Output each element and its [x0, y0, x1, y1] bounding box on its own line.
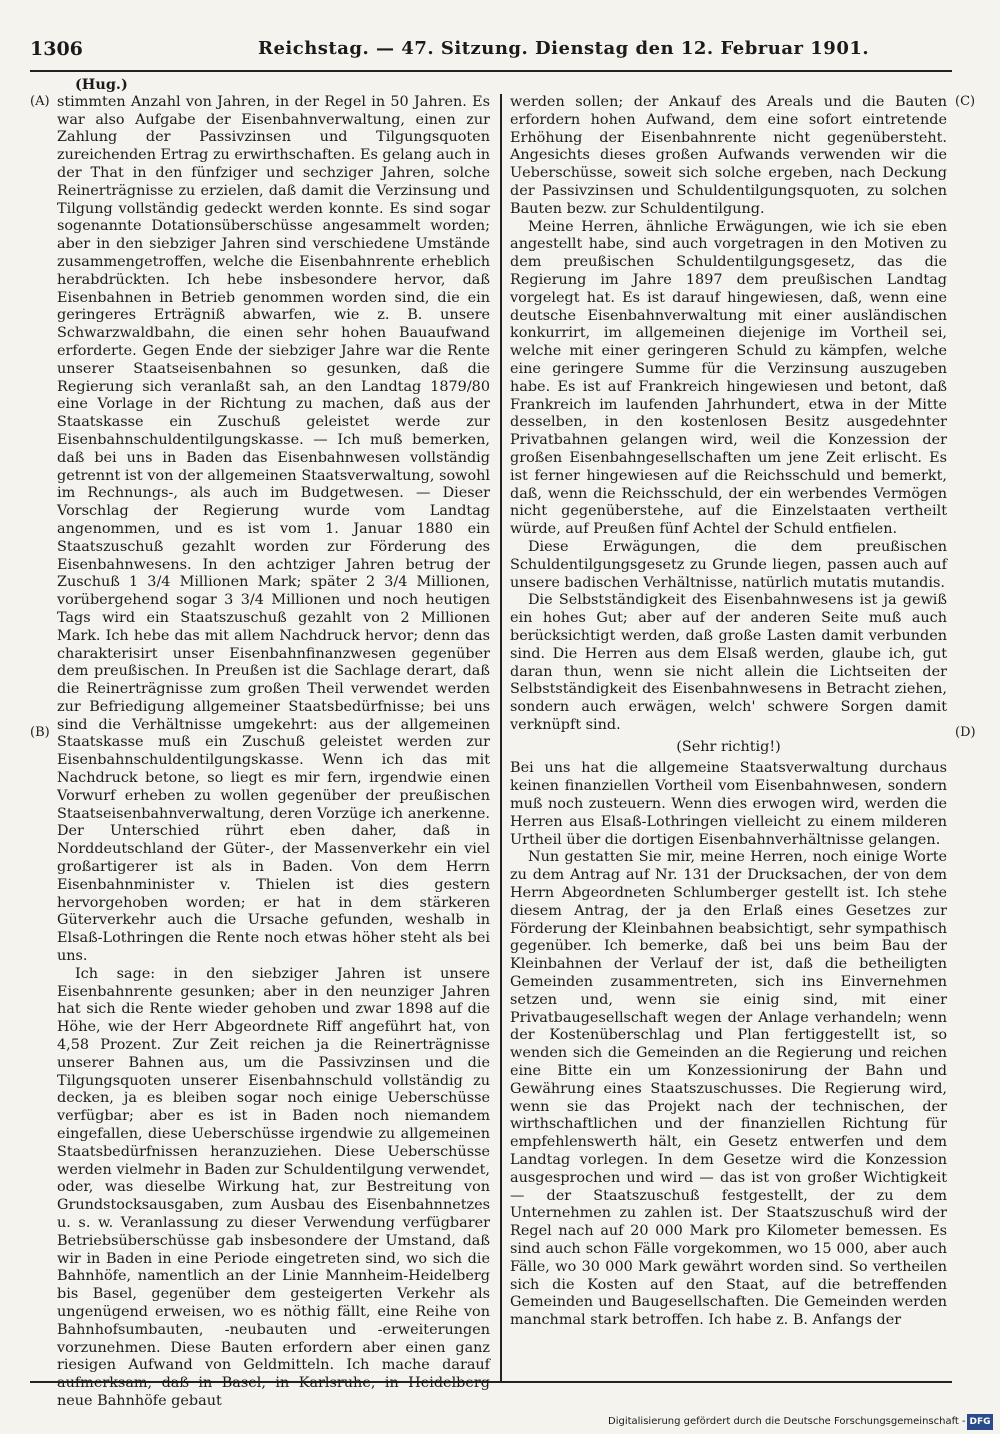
page-header: [30, 30, 952, 70]
paragraph: stimmten Anzahl von Jahren, in der Regel in 50 Jahren. Es war also Aufgabe der Eisenbahnverwaltung, einen zur Zahlung der Passivzinsen und Tilgungsquoten zureichenden Ertrag zu erwirthschaften. Es gelang auch in der That in den fünfziger und sechziger Jahren, solche Reinerträgnisse zu erzielen, daß damit die Verzinsung und Tilgung vollständig gedeckt werden konnte. Es sind sogar sogenannte Dotationsüberschüsse angesammelt worden; aber in den siebziger Jahren sind verschiedene Umstände zusammengetroffen, welche die Eisenbahnrente erheblich herabdrückten. Ich hebe insbesondere hervor, daß Eisenbahnen in Betrieb genommen worden sind, die ein geringeres Erträgniß abwarfen, wie z. B. unsere Schwarzwaldbahn, die einen sehr hohen Bauaufwand erforderte. Gegen Ende der siebziger Jahre war die Rente unserer Staatseisenbahnen so gesunken, daß die Regierung sich veranlaßt sah, an den Landtag 1879/80 eine Vorlage in der Richtung zu machen, daß aus der Staatskasse ein Zuschuß geleistet werde zur Eisenbahnschuldentilgungskasse. — Ich muß bemerken, daß bei uns in Baden das Eisenbahnwesen vollständig getrennt ist von der allgemeinen Staatsverwaltung, sowohl im Rechnungs-, als auch im Budgetwesen. — Dieser Vorschlag der Regierung wurde vom Landtag angenommen, und es ist vom 1. Januar 1880 ein Staatszuschuß gezahlt worden zur Förderung des Eisenbahnwesens. In den achtziger Jahren betrug der Zuschuß 1 3/4 Millionen Mark; später 2 3/4 Millionen, vorübergehend sogar 3 3/4 Millionen und noch heutigen Tags wird ein Staatszuschuß gezahlt von 2 Millionen Mark. Ich hebe das mit allem Nachdruck hervor; denn das charakterisirt unser Eisenbahnfinanzwesen gegenüber dem preußischen. In Preußen ist die Sachlage derart, daß die Reinerträgnisse zum großen Theil verwendet werden zur Befriedigung allgemeiner Staatsbedürfnisse; bei uns sind die Verhältnisse umgekehrt: aus der allgemeinen Staatskasse muß ein Zuschuß geleistet werden zur Eisenbahnschuldentilgungskasse. Wenn ich das mit Nachdruck betone, so liegt es mir fern, irgendwie einen Vorwurf erheben zu wollen gegenüber der preußischen Staatseisenbahnverwaltung, deren Vorzüge ich anerkenne. Der Unterschied rührt eben daher, daß in Norddeutschland der Güter-, der Massenverkehr ein viel großartigerer ist als in Baden. Von dem Herrn Eisenbahnminister v. Thielen ist dies gestern hervorgehoben worden; er hat in dem stärkeren Güterverkehr auch die Ursache gefunden, weshalb in Elsaß-Lothringen die Rente noch etwas höher steht als bei uns.: [57, 93, 490, 965]
margin-marker-c: (C): [955, 94, 976, 109]
margin-marker-d: (D): [955, 725, 976, 740]
running-head: Reichstag. — 47. Sitzung. Dienstag den 12. Februar 1901.: [258, 38, 870, 59]
left-column: [57, 76, 490, 1411]
paragraph: Ich sage: in den siebziger Jahren ist unsere Eisenbahnrente gesunken; aber in den neunziger Jahren hat sich die Rente wieder gehoben und zwar 1898 auf die Höhe, wie der Herr Abgeordnete Riff angeführt hat, von 4,58 Prozent. Zur Zeit reichen ja die Reinerträgnisse unserer Bahnen aus, um die Passivzinsen und die Tilgungsquoten unserer Eisenbahnschuld vollständig zu decken, ja es bleiben sogar noch einige Ueberschüsse verfügbar; aber es ist in Baden noch niemandem eingefallen, diese Ueberschüsse irgendwie zu allgemeinen Staatsbedürfnissen heranzuziehen. Diese Ueberschüsse werden vielmehr in Baden zur Schuldentilgung verwendet, oder, was dieselbe Wirkung hat, zur Bestreitung von Grundstocksausgaben, zum Ausbau des Eisenbahnnetzes u. s. w. Veranlassung zu dieser Verwendung verfügbarer Betriebsüberschüsse gab insbesondere der Umstand, daß wir in Baden in eine Periode eingetreten sind, wo sich die Bahnhöfe, namentlich an der Linie Mannheim-Heidelberg bis Basel, gegenüber dem gesteigerten Verkehr als ungenügend erweisen, wo es nöthig fällt, eine Reihe von Bahnhofsumbauten, -neubauten und -erweiterungen vorzunehmen. Diese Bauten erfordern aber einen ganz riesigen Aufwand von Geldmitteln. Ich mache darauf aufmerksam, daß in Basel, in Karlsruhe, in Heidelberg neue Bahnhöfe gebaut: [57, 965, 490, 1409]
paragraph: Nun gestatten Sie mir, meine Herren, noch einige Worte zu dem Antrag auf Nr. 131 der Drucksachen, der von dem Herrn Abgeordneten Schlumberger gestellt ist. Ich stehe diesem Antrag, der ja den Erlaß eines Gesetzes zur Förderung der Kleinbahnen beabsichtigt, sehr sympathisch gegenüber. Ich bemerke, daß bei uns beim Bau der Kleinbahnen der Verlauf der ist, daß die betheiligten Gemeinden zusammentreten, sich ins Einvernehmen setzen und, wenn sie einig sind, mit einer Privatbaugesellschaft wegen der Anlage verhandeln; wenn der Kostenüberschlag und Plan fertiggestellt ist, so wenden sich die Gemeinden an die Regierung und reichen eine Bitte ein um Konzessionirung der Bahn und Gewährung eines Staatszuschusses. Die Regierung wird, wenn sie das Projekt nach der technischen, der wirthschaftlichen und der finanziellen Richtung für empfehlenswerth hält, ein Gesetz entwerfen und dem Landtag vorlegen. In dem Gesetze wird die Konzession ausgesprochen und wird — das ist von großer Wichtigkeit — der Staatszuschuß festgestellt, der zu dem Unternehmen zu zahlen ist. Der Staatszuschuß wird der Regel nach auf 20 000 Mark pro Kilometer bemessen. Es sind auch schon Fälle vorgekommen, wo 15 000, aber auch Fälle, wo 30 000 Mark gewährt worden sind. So vertheilen sich die Kosten auf den Staat, auf die betreffenden Gemeinden und Baugesellschaften. Die Gemeinden werden manchmal stark betroffen. Ich habe z. B. Anfangs der: [510, 849, 947, 1329]
paragraph: Meine Herren, ähnliche Erwägungen, wie ich sie eben angestellt habe, sind auch vorgetragen in den Motiven zu dem preußischen Schuldentilgungsgesetz, das die Regierung im Jahre 1897 dem preußischen Landtag vorgelegt hat. Es ist darauf hingewiesen, daß, wenn eine deutsche Eisenbahnverwaltung mit einer ausländischen konkurrirt, im allgemeinen diejenige im Vortheil sei, welche mit einer geringeren Schuld zu kämpfen, welche eine geringere Summe für die Verzinsung auszugeben habe. Es ist auf Frankreich hingewiesen und betont, daß Frankreich im laufenden Jahrhundert, etwa in der Mitte desselben, in den kostenlosen Besitz ausgedehnter Privatbahnen gelangen wird, weil die Konzession der großen Eisenbahngesellschaften um jene Zeit erlischt. Es ist ferner hingewiesen auf die Reichsschuld und bemerkt, daß, wenn die Reichsschuld, der ein werbendes Vermögen nicht gegenüberstehe, auf die Einzelstaaten vertheilt würde, auf Preußen fünf Achtel der Schuld entfielen.: [510, 218, 947, 538]
credit-text: Digitalisierung gefördert durch die Deutsche Forschungsgemeinschaft -: [608, 1416, 966, 1427]
speaker-label: (Hug.): [75, 76, 128, 93]
column-divider: [500, 94, 502, 1382]
page-number: 1306: [30, 38, 83, 60]
paragraph: Diese Erwägungen, die dem preußischen Schuldentilgungsgesetz zu Grunde liegen, passen auch auf unsere badischen Verhältnisse, natürlich mutatis mutandis.: [510, 538, 947, 591]
paragraph: Die Selbstständigkeit des Eisenbahnwesens ist ja gewiß ein hohes Gut; aber auf der anderen Seite muß auch berücksichtigt werden, daß große Lasten damit verbunden sind. Die Herren aus dem Elsaß werden, glaube ich, gut daran thun, wenn sie nicht allein die Lichtseiten der Selbstständigkeit des Eisenbahnwesens in Betracht ziehen, sondern auch erwägen, welch' schwere Sorgen damit verknüpft sind.: [510, 592, 947, 733]
margin-marker-b: (B): [30, 725, 50, 740]
paragraph: Bei uns hat die allgemeine Staatsverwaltung durchaus keinen finanziellen Vortheil vom Eisenbahnwesen, sondern muß noch zusteuern. Wenn dies erwogen wird, werden die Herren aus Elsaß-Lothringen vielleicht zu einem milderen Urtheil über die dortigen Eisenbahnverhältnisse gelangen.: [510, 760, 947, 848]
interjection: (Sehr richtig!): [676, 738, 781, 755]
right-column: [510, 94, 947, 1330]
paragraph: werden sollen; der Ankauf des Areals und die Bauten erfordern hohen Aufwand, dem eine sofort eintretende Erhöhung der Eisenbahnrente nicht gegenübersteht. Angesichts dieses großen Aufwands verwenden wir die Ueberschüsse, soweit sich solche ergeben, nach Deckung der Passivzinsen und Schuldentilgungsquoten, zu solchen Bauten bezw. zur Schuldentilgung.: [510, 94, 947, 217]
margin-marker-a: (A): [30, 94, 50, 109]
digitization-credit: [608, 1414, 993, 1432]
header-rule: [30, 70, 952, 72]
dfg-logo: DFG: [967, 1414, 993, 1430]
